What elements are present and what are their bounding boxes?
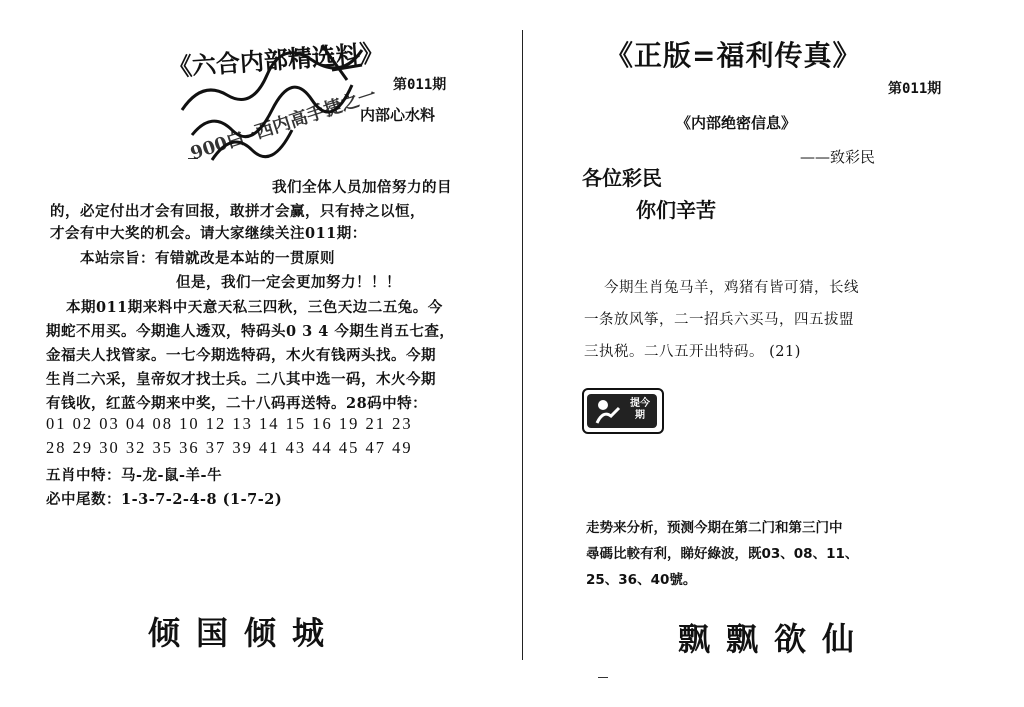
body-line: 金福夫人找管家。一七今期选特码，木火有钱两头找。今期: [46, 347, 436, 364]
handwriting-note: 900白 ·西内高手捷之一: [187, 84, 380, 165]
body-line: 生肖二六采，皇帝奴才找士兵。二八其中选一码，木火今期: [46, 371, 436, 388]
body-line: 的，必定付出才会有回报，敢拼才会赢，只有持之以恒，: [50, 203, 425, 220]
poem-line: 今期生肖兔马羊，鸡猪有皆可猜，长线: [604, 280, 859, 296]
body-line: 才会有中大奖的机会。请大家继续关注011期：: [50, 225, 367, 242]
analysis-line: 走势来分析，预测今期在第二门和第三门中: [586, 520, 843, 536]
zodiac-line: 五肖中特：马-龙-鼠-羊-牛: [46, 467, 223, 484]
greeting: 你们辛苦: [636, 198, 716, 222]
right-footer: 飘飘欲仙: [678, 620, 871, 658]
body-line: 但是，我们一定会更加努力！！！: [176, 274, 401, 291]
greeting: 各位彩民: [582, 166, 662, 190]
left-subtitle: 内部心水料: [360, 106, 436, 124]
left-issue: 第011期: [393, 77, 447, 93]
body-line: 有钱收，红蓝今期来中奖，二十八码再送特。28码中特：: [46, 395, 428, 412]
body-line: 本期011期来料中天意天私三四秋，三色天边二五兔。今: [66, 299, 443, 316]
right-issue: 第011期: [888, 81, 942, 97]
badge-label: 提今期: [630, 398, 650, 421]
signature: ——致彩民: [800, 148, 876, 166]
body-line: 本站宗旨：有错就改是本站的一贯原则: [80, 250, 335, 267]
figure-icon: [593, 398, 623, 424]
poem-line: 三执税。二八五开出特码。 (21): [584, 344, 801, 360]
poem-line: 一条放风筝，二一招兵六买马，四五拔盟: [584, 312, 854, 328]
tail-line: 必中尾数：1-3-7-2-4-8 (1-7-2): [46, 491, 283, 508]
margin-mark: [598, 677, 608, 678]
analysis-line: 25、36、40號。: [586, 572, 697, 588]
analysis-line: 尋碼比較有利，睇好綠波，既03、08、11、: [586, 546, 859, 562]
body-line: 我们全体人员加倍努力的目: [272, 179, 452, 196]
numbers-row: 01 02 03 04 08 10 12 13 14 15 16 19 21 23: [46, 414, 413, 433]
hint-badge: [582, 388, 664, 434]
numbers-row: 28 29 30 32 35 36 37 39 41 43 44 45 47 49: [46, 438, 413, 457]
page-divider: [522, 30, 523, 660]
right-title: 《正版=福利传真》: [605, 39, 862, 72]
left-footer: 倾国倾城: [148, 614, 341, 652]
right-subtitle: 《内部绝密信息》: [676, 114, 797, 132]
body-line: 期蛇不用买。今期進人透双，特码头0 3 4 今期生肖五七查，: [46, 323, 455, 340]
left-title: 《六合内部精选料》: [167, 37, 385, 82]
